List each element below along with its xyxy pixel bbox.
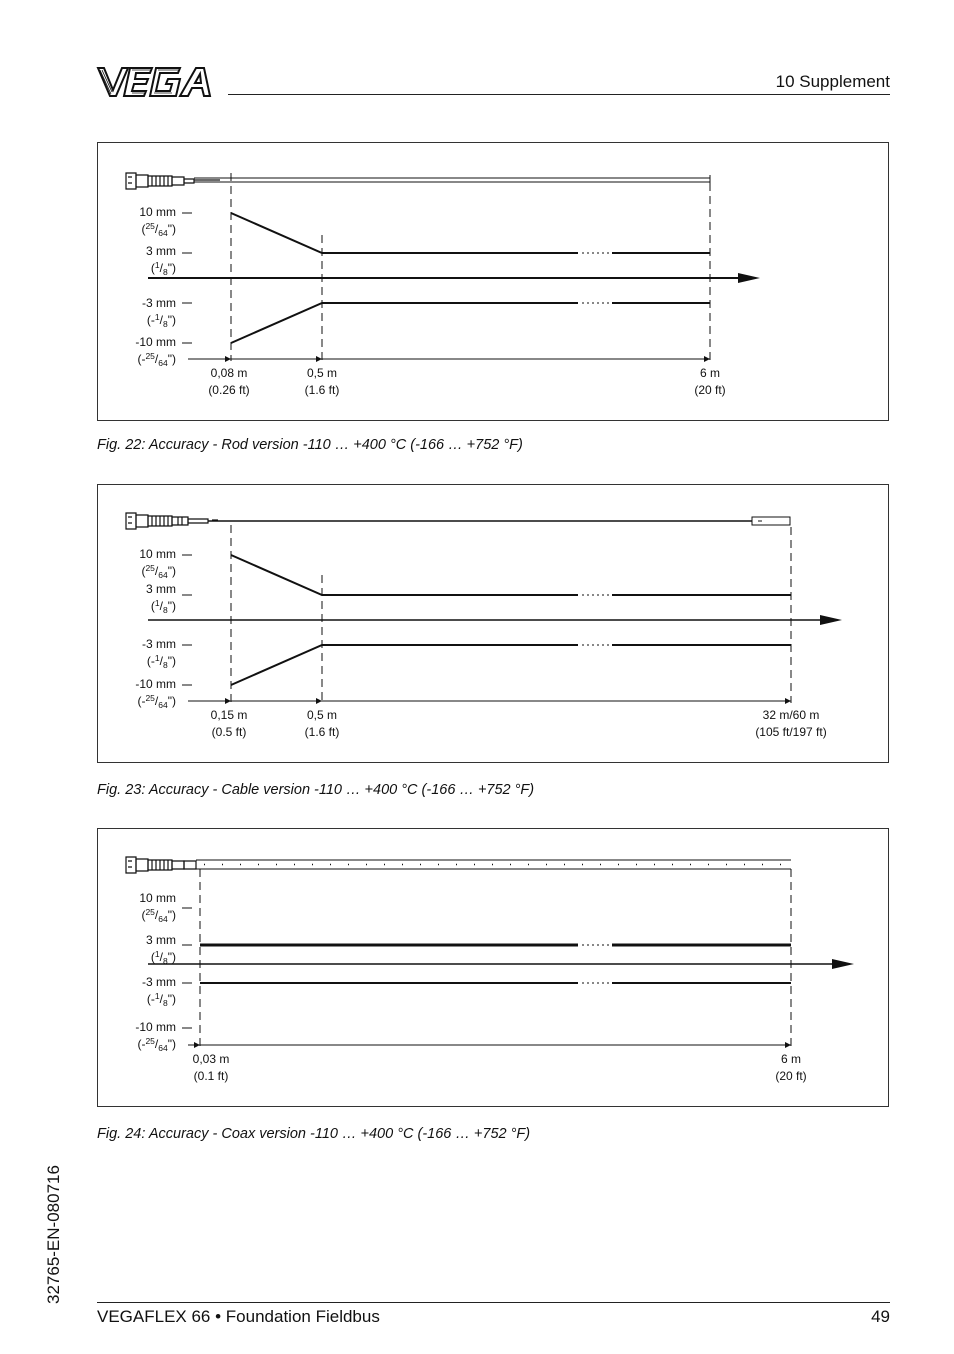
cable-weight-icon xyxy=(752,517,790,525)
y-label-3mm: 3 mm xyxy=(146,933,176,947)
x-label-3-ft: (20 ft) xyxy=(694,383,726,397)
y-label-3mm: 3 mm xyxy=(146,244,176,258)
x-label-1: 0,08 m xyxy=(210,366,248,380)
x-label-1: 0,03 m xyxy=(192,1052,230,1066)
x-label-3: 6 m xyxy=(699,366,721,380)
document-code: 32765-EN-080716 xyxy=(44,1165,63,1304)
footer-rule xyxy=(97,1302,890,1303)
y-label-neg10mm-inch: $(-^{25}/_{64}")$ xyxy=(137,351,176,368)
x-label-3: 32 m/60 m xyxy=(762,708,820,722)
page-number: 49 xyxy=(871,1307,890,1326)
y-label-neg3mm-inch: $(-^1/_8")$ xyxy=(146,991,176,1008)
figure-23-box xyxy=(97,484,889,763)
figure-22-box xyxy=(97,142,889,421)
y-label-neg10mm: -10 mm xyxy=(135,1020,176,1034)
x-label-3-ft: (105 ft/197 ft) xyxy=(755,725,827,739)
y-label-3mm-inch: $(^1/_8")$ xyxy=(150,949,176,966)
x-label-2-ft: (20 ft) xyxy=(775,1069,807,1083)
x-label-1-ft: (0.1 ft) xyxy=(193,1069,229,1083)
y-label-3mm-inch: $(^1/_8")$ xyxy=(150,260,176,277)
y-label-3mm: 3 mm xyxy=(146,582,176,596)
vega-logo xyxy=(96,64,214,100)
x-label-2: 6 m xyxy=(780,1052,802,1066)
y-label-10mm: 10 mm xyxy=(139,547,176,561)
header-rule xyxy=(228,94,890,95)
y-label-3mm-inch: $(^1/_8")$ xyxy=(150,598,176,615)
y-label-neg3mm: -3 mm xyxy=(142,296,176,310)
figure-22-caption: Fig. 22: Accuracy - Rod version -110 … +400 °C (-166 … +752 °F) xyxy=(97,437,523,453)
x-label-2: 0,5 m xyxy=(306,366,338,380)
y-label-neg10mm-inch: $(-^{25}/_{64}")$ xyxy=(137,693,176,710)
y-label-10mm-inch: $(^{25}/_{64}")$ xyxy=(141,563,176,580)
figure-22-diagram xyxy=(98,143,890,422)
figure-23-diagram xyxy=(98,485,890,764)
x-label-2: 0,5 m xyxy=(306,708,338,722)
y-label-neg3mm-inch: $(-^1/_8")$ xyxy=(146,312,176,329)
figure-24-box xyxy=(97,828,889,1107)
probe-head-icon xyxy=(126,513,218,529)
section-title: 10 Supplement xyxy=(775,72,890,91)
coax-tube xyxy=(196,860,791,869)
figure-23-caption: Fig. 23: Accuracy - Cable version -110 … +400 °C (-166 … +752 °F) xyxy=(97,782,535,798)
y-label-10mm-inch: $(^{25}/_{64}")$ xyxy=(141,221,176,238)
figure-24-caption: Fig. 24: Accuracy - Coax version -110 … +400 °C (-166 … +752 °F) xyxy=(97,1126,531,1142)
x-label-1: 0,15 m xyxy=(210,708,248,722)
y-label-10mm: 10 mm xyxy=(139,891,176,905)
y-label-neg10mm: -10 mm xyxy=(135,335,176,349)
probe-head-icon xyxy=(126,173,220,189)
probe-head-icon xyxy=(126,857,196,873)
y-label-neg3mm: -3 mm xyxy=(142,637,176,651)
y-label-neg3mm-inch: $(-^1/_8")$ xyxy=(146,653,176,670)
x-label-1-ft: (0.5 ft) xyxy=(211,725,247,739)
y-label-10mm-inch: $(^{25}/_{64}")$ xyxy=(141,907,176,924)
y-label-neg10mm-inch: $(-^{25}/_{64}")$ xyxy=(137,1036,176,1053)
x-label-1-ft: (0.26 ft) xyxy=(208,383,250,397)
footer-title: VEGAFLEX 66 • Foundation Fieldbus xyxy=(97,1307,380,1326)
y-label-neg10mm: -10 mm xyxy=(135,677,176,691)
y-label-neg3mm: -3 mm xyxy=(142,975,176,989)
figure-24-diagram xyxy=(98,829,890,1108)
x-label-2-ft: (1.6 ft) xyxy=(304,383,340,397)
y-label-10mm: 10 mm xyxy=(139,205,176,219)
x-label-2-ft: (1.6 ft) xyxy=(304,725,340,739)
